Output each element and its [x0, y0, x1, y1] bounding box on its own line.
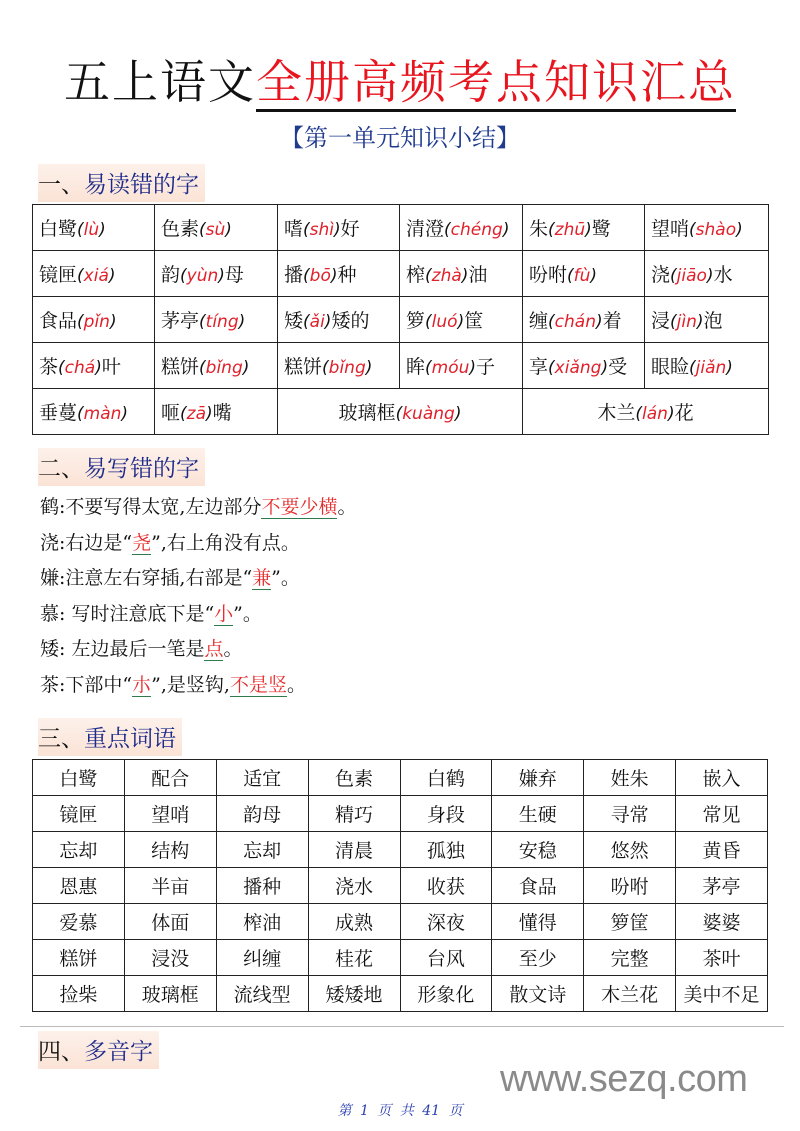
- vocabulary-cell: 孤独: [400, 832, 492, 868]
- paren: (: [567, 266, 574, 286]
- pronunciation-cell: [33, 205, 155, 251]
- note-text: 浇:右边是“: [40, 531, 133, 554]
- paren: (: [689, 220, 696, 240]
- table-row: [33, 868, 768, 904]
- table-row: [33, 904, 768, 940]
- section-heading-polyphonic: [38, 1031, 159, 1069]
- paren: (: [303, 220, 310, 240]
- note-text: 慕: 写时注意底下是“: [40, 602, 215, 625]
- paren: (: [548, 220, 555, 240]
- pronunciation-cell: [400, 343, 523, 389]
- pronunciation-cell: [155, 205, 278, 251]
- pronunciation-cell: [523, 389, 769, 435]
- vocabulary-cell: 矮矮地: [308, 976, 400, 1012]
- pinyin: tíng: [205, 312, 239, 332]
- vocabulary-cell: 美中不足: [676, 976, 768, 1012]
- section-number: 二、: [38, 456, 84, 482]
- paren: (: [322, 358, 329, 378]
- table-row: [33, 832, 768, 868]
- pronunciation-cell: [523, 251, 645, 297]
- pronunciation-cell: [400, 251, 523, 297]
- word-text: 水: [713, 264, 733, 286]
- note-text: ”,右上角没有点。: [151, 531, 300, 554]
- paren: (: [425, 266, 432, 286]
- paren: ): [99, 220, 106, 240]
- vocabulary-cell: 身段: [400, 796, 492, 832]
- pronunciation-cell: [33, 343, 155, 389]
- section-number: 一、: [38, 172, 84, 198]
- section-label: 易读错的字: [84, 172, 199, 198]
- vocabulary-cell: 成熟: [308, 904, 400, 940]
- paren: (: [180, 266, 187, 286]
- note-text: ”。: [271, 567, 300, 589]
- word-text: 韵: [161, 264, 181, 286]
- section-heading-misread: [38, 164, 205, 202]
- vocabulary-cell: 悠然: [584, 832, 676, 868]
- paren: (: [180, 404, 187, 424]
- word-text: 白鹭: [39, 218, 78, 240]
- paren: (: [670, 266, 677, 286]
- pinyin: chéng: [450, 220, 503, 240]
- section-label: 多音字: [84, 1039, 153, 1065]
- vocabulary-cell: 配合: [124, 760, 216, 796]
- table-row: [33, 940, 768, 976]
- vocabulary-cell: 收获: [400, 868, 492, 904]
- word-text: 种: [337, 264, 357, 286]
- vocabulary-cell: 糕饼: [33, 940, 125, 976]
- vocabulary-cell: 黄昏: [676, 832, 768, 868]
- pronunciation-cell: [155, 297, 278, 343]
- paren: ): [585, 220, 592, 240]
- section-number: 三、: [38, 726, 84, 752]
- misread-characters-table: [32, 204, 769, 435]
- word-text: 花: [674, 402, 694, 424]
- pronunciation-cell: [155, 251, 278, 297]
- pinyin: jiǎn: [695, 358, 727, 378]
- paren: ): [461, 266, 469, 286]
- pronunciation-cell: [33, 389, 155, 435]
- highlighted-text: 小: [214, 602, 234, 625]
- pinyin: jìn: [676, 312, 697, 332]
- word-text: 茅亭: [161, 310, 200, 332]
- paren: (: [199, 220, 206, 240]
- word-text: 嗜: [284, 218, 304, 240]
- word-text: 玻璃框: [338, 402, 396, 424]
- highlighted-text: 不是竖: [229, 673, 287, 696]
- word-text: 母: [224, 264, 244, 286]
- pinyin: xiá: [83, 266, 109, 286]
- paren: (: [444, 220, 451, 240]
- pronunciation-cell: [400, 297, 523, 343]
- section-number: 四、: [38, 1039, 84, 1065]
- paren: (: [548, 358, 555, 378]
- note-text: 矮: 左边最后一笔是: [40, 638, 205, 660]
- table-row: [33, 251, 769, 297]
- pinyin: zā: [186, 404, 206, 424]
- pinyin: zhà: [431, 266, 462, 286]
- word-text: 油: [468, 264, 488, 286]
- pronunciation-cell: [645, 297, 769, 343]
- paren: ): [502, 220, 510, 240]
- paren: (: [77, 266, 84, 286]
- pronunciation-cell: [155, 343, 278, 389]
- vocabulary-cell: 浇水: [308, 868, 400, 904]
- vocabulary-cell: 深夜: [400, 904, 492, 940]
- vocabulary-cell: 常见: [676, 796, 768, 832]
- vocabulary-cell: 恩惠: [33, 868, 125, 904]
- note-text: 茶:下部中“: [40, 673, 133, 696]
- pinyin: jiāo: [676, 266, 707, 286]
- paren: ): [457, 312, 465, 332]
- pinyin: sù: [205, 220, 226, 240]
- vocabulary-cell: 安稳: [492, 832, 584, 868]
- word-text: 鹭: [591, 218, 611, 240]
- paren: ): [706, 266, 714, 286]
- paren: ): [736, 220, 743, 240]
- word-text: 眸: [406, 356, 426, 378]
- section-label: 重点词语: [84, 726, 176, 752]
- vocabulary-cell: 望哨: [124, 796, 216, 832]
- paren: ): [242, 358, 250, 378]
- vocabulary-cell: 精巧: [308, 796, 400, 832]
- word-text: 享: [529, 356, 549, 378]
- pronunciation-cell: [33, 297, 155, 343]
- vocabulary-cell: 生硬: [492, 796, 584, 832]
- word-text: 糕饼: [161, 356, 200, 378]
- pinyin: chán: [554, 312, 596, 332]
- word-text: 色素: [161, 218, 200, 240]
- vocabulary-cell: 木兰花: [584, 976, 676, 1012]
- paren: ): [696, 312, 704, 332]
- table-row: [33, 976, 768, 1012]
- vocabulary-cell: 爱慕: [33, 904, 125, 940]
- note-text: 。: [223, 638, 243, 660]
- pronunciation-cell: [523, 297, 645, 343]
- paren: (: [199, 358, 206, 378]
- word-text: 受: [608, 356, 628, 378]
- word-text: 木兰: [597, 402, 636, 424]
- paren: ): [121, 404, 129, 424]
- vocabulary-cell: 嫌弃: [492, 760, 584, 796]
- paren: ): [454, 404, 462, 424]
- vocabulary-cell: 适宜: [216, 760, 308, 796]
- paren: (: [635, 404, 643, 424]
- paren: (: [58, 358, 65, 378]
- title-grade: 五上语文: [64, 55, 256, 109]
- pinyin: lù: [83, 220, 100, 240]
- note-text: 鹤:不要写得太宽,左边部分: [40, 496, 262, 518]
- paren: ): [330, 266, 338, 286]
- note-text: ”。: [233, 602, 262, 625]
- key-vocabulary-table: [32, 759, 768, 1012]
- word-text: 食品: [39, 310, 78, 332]
- word-text: 矮的: [331, 310, 370, 332]
- pronunciation-cell: [400, 205, 523, 251]
- note-text: 嫌:注意左右穿插,右部是“: [40, 567, 253, 589]
- word-text: 嘴: [212, 402, 232, 424]
- vocabulary-cell: 浸没: [124, 940, 216, 976]
- vocabulary-cell: 嵌入: [676, 760, 768, 796]
- page-indicator: 第 1 页 共 41 页: [337, 1103, 463, 1119]
- paren: (: [670, 312, 677, 332]
- word-text: 缠: [529, 310, 549, 332]
- pinyin: pǐn: [83, 312, 110, 332]
- vocabulary-cell: 结构: [124, 832, 216, 868]
- paren: ): [238, 312, 246, 332]
- paren: (: [548, 312, 555, 332]
- vocabulary-cell: 食品: [492, 868, 584, 904]
- pinyin: fù: [573, 266, 591, 286]
- writing-note: [40, 526, 760, 562]
- divider: [20, 1026, 784, 1027]
- vocabulary-cell: 镜匣: [33, 796, 125, 832]
- vocabulary-cell: 忘却: [33, 832, 125, 868]
- vocabulary-cell: 寻常: [584, 796, 676, 832]
- paren: ): [206, 404, 213, 424]
- pinyin: chá: [64, 358, 96, 378]
- writing-note: [40, 668, 760, 704]
- vocabulary-cell: 清晨: [308, 832, 400, 868]
- pinyin: kuàng: [402, 404, 455, 424]
- pinyin: bǐng: [328, 358, 366, 378]
- pronunciation-cell: [645, 343, 769, 389]
- vocabulary-cell: 懂得: [492, 904, 584, 940]
- word-text: 清澄: [406, 218, 445, 240]
- paren: ): [109, 312, 117, 332]
- vocabulary-cell: 捡柴: [33, 976, 125, 1012]
- word-text: 着: [602, 310, 622, 332]
- word-text: 镜匣: [39, 264, 78, 286]
- paren: ): [595, 312, 603, 332]
- vocabulary-cell: 姓朱: [584, 760, 676, 796]
- section-heading-key-words: [38, 718, 182, 756]
- pinyin: ǎi: [309, 312, 325, 332]
- paren: ): [601, 358, 609, 378]
- pronunciation-cell: [278, 205, 400, 251]
- vocabulary-cell: 吩咐: [584, 868, 676, 904]
- paren: ): [324, 312, 332, 332]
- highlighted-text: 点: [204, 638, 224, 660]
- paren: (: [303, 312, 310, 332]
- paren: ): [95, 358, 102, 378]
- word-text: 好: [340, 218, 360, 240]
- word-text: 榨: [406, 264, 426, 286]
- table-row: [33, 760, 768, 796]
- word-text: 糕饼: [284, 356, 323, 378]
- vocabulary-cell: 婆婆: [676, 904, 768, 940]
- note-text: ”,是竖钩,: [151, 673, 230, 696]
- paren: ): [108, 266, 116, 286]
- vocabulary-cell: 桂花: [308, 940, 400, 976]
- vocabulary-cell: 纠缠: [216, 940, 308, 976]
- vocabulary-cell: 完整: [584, 940, 676, 976]
- pinyin: shào: [695, 220, 737, 240]
- pronunciation-cell: [645, 251, 769, 297]
- vocabulary-cell: 散文诗: [492, 976, 584, 1012]
- pronunciation-cell: [645, 205, 769, 251]
- paren: (: [303, 266, 310, 286]
- writing-note: [40, 632, 760, 668]
- word-text: 咂: [161, 402, 181, 424]
- vocabulary-cell: 色素: [308, 760, 400, 796]
- pronunciation-cell: [278, 297, 400, 343]
- paren: (: [77, 404, 84, 424]
- paren: ): [726, 358, 733, 378]
- vocabulary-cell: 榨油: [216, 904, 308, 940]
- pronunciation-cell: [155, 389, 278, 435]
- pronunciation-cell: [523, 205, 645, 251]
- paren: (: [77, 312, 84, 332]
- vocabulary-cell: 至少: [492, 940, 584, 976]
- pinyin: luó: [431, 312, 458, 332]
- word-text: 筐: [464, 310, 484, 332]
- vocabulary-cell: 韵母: [216, 796, 308, 832]
- pinyin: bǐng: [205, 358, 243, 378]
- table-row: [33, 297, 769, 343]
- paren: ): [334, 220, 341, 240]
- word-text: 朱: [529, 218, 549, 240]
- pinyin: lán: [642, 404, 668, 424]
- paren: (: [395, 404, 403, 424]
- highlighted-text: 不要少横: [261, 496, 338, 518]
- word-text: 子: [476, 356, 496, 378]
- pinyin: móu: [431, 358, 470, 378]
- paren: (: [199, 312, 206, 332]
- paren: ): [469, 358, 477, 378]
- highlighted-text: 兼: [252, 567, 272, 589]
- vocabulary-cell: 箩筐: [584, 904, 676, 940]
- vocabulary-cell: 形象化: [400, 976, 492, 1012]
- writing-note: [40, 597, 760, 633]
- title-highlight: 全册高频考点知识汇总: [256, 55, 736, 112]
- vocabulary-cell: 台风: [400, 940, 492, 976]
- table-row: [33, 205, 769, 251]
- highlighted-text: 朩: [132, 673, 152, 696]
- pinyin: shì: [309, 220, 335, 240]
- vocabulary-cell: 播种: [216, 868, 308, 904]
- watermark: www.sezq.com: [500, 1058, 748, 1100]
- paren: ): [667, 404, 675, 424]
- vocabulary-cell: 茅亭: [676, 868, 768, 904]
- word-text: 眼睑: [651, 356, 690, 378]
- vocabulary-cell: 半亩: [124, 868, 216, 904]
- word-text: 箩: [406, 310, 426, 332]
- word-text: 望哨: [651, 218, 690, 240]
- vocabulary-cell: 忘却: [216, 832, 308, 868]
- writing-note: [40, 561, 760, 597]
- word-text: 叶: [101, 356, 121, 378]
- section-label: 易写错的字: [84, 456, 199, 482]
- vocabulary-cell: 白鹭: [33, 760, 125, 796]
- vocabulary-cell: 白鹤: [400, 760, 492, 796]
- pronunciation-cell: [278, 343, 400, 389]
- table-row: [33, 343, 769, 389]
- highlighted-text: 尧: [132, 531, 152, 554]
- word-text: 播: [284, 264, 304, 286]
- note-text: 。: [337, 496, 357, 518]
- pinyin: xiǎng: [554, 358, 602, 378]
- section-heading-miswritten: [38, 448, 205, 486]
- unit-subtitle: 【第一单元知识小结】: [280, 124, 520, 152]
- paren: ): [225, 220, 232, 240]
- paren: (: [425, 358, 432, 378]
- writing-notes-list: [40, 490, 760, 703]
- paren: ): [218, 266, 225, 286]
- pinyin: zhū: [554, 220, 586, 240]
- note-text: 。: [286, 673, 306, 696]
- pronunciation-cell: [33, 251, 155, 297]
- word-text: 浸: [651, 310, 671, 332]
- pronunciation-cell: [278, 389, 523, 435]
- pinyin: yùn: [186, 266, 219, 286]
- paren: ): [590, 266, 598, 286]
- vocabulary-cell: 流线型: [216, 976, 308, 1012]
- vocabulary-cell: 茶叶: [676, 940, 768, 976]
- word-text: 浇: [651, 264, 671, 286]
- vocabulary-cell: 玻璃框: [124, 976, 216, 1012]
- vocabulary-cell: 体面: [124, 904, 216, 940]
- word-text: 吩咐: [529, 264, 568, 286]
- word-text: 茶: [39, 356, 59, 378]
- writing-note: [40, 490, 760, 526]
- word-text: 垂蔓: [39, 402, 78, 424]
- word-text: 矮: [284, 310, 304, 332]
- paren: (: [77, 220, 84, 240]
- paren: (: [425, 312, 432, 332]
- paren: ): [365, 358, 373, 378]
- table-row: [33, 389, 769, 435]
- paren: (: [689, 358, 696, 378]
- pinyin: màn: [83, 404, 122, 424]
- pinyin: bō: [309, 266, 331, 286]
- pronunciation-cell: [278, 251, 400, 297]
- word-text: 泡: [703, 310, 723, 332]
- table-row: [33, 796, 768, 832]
- pronunciation-cell: [523, 343, 645, 389]
- document-title: [0, 52, 800, 112]
